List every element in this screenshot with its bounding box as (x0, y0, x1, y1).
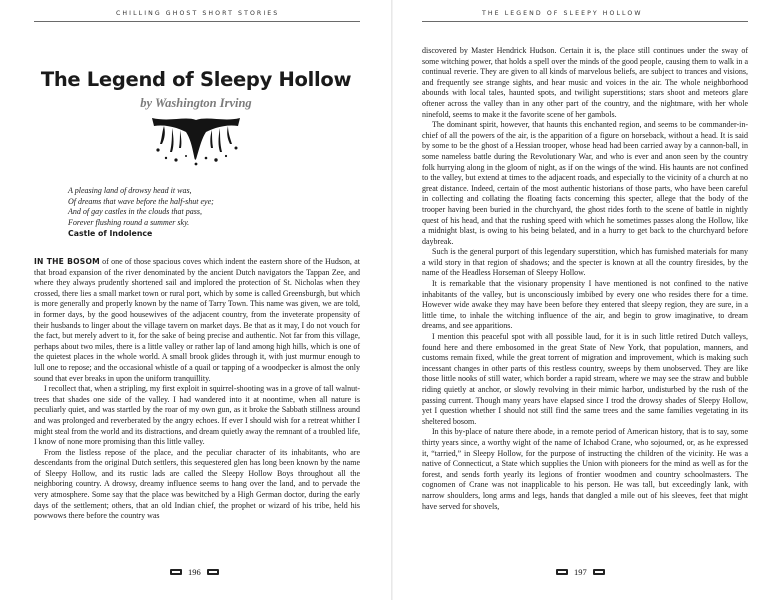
story-title: The Legend of Sleepy Hollow (40, 68, 352, 91)
author-byline: by Washington Irving (140, 96, 252, 110)
epigraph-line: A pleasing land of drowsy head it was, (68, 186, 192, 195)
running-head: CHILLING GHOST SHORT STORIES (116, 10, 280, 17)
paragraph: discovered by Master Hendrick Hudson. Certain it is, the place still continues under the sway of some witching power, that holds a spell over the minds of the good people, causing them to walk in a continual reverie. They are given to all kinds of marvelous beliefs, are subject to trances and visions, and frequently see strange sights, and hear music and voices in the air. The whole neighborhood abounds with local tales, haunted spots, and twilight superstitions; stars shoot and meteors glare oftener across the valley than in any other part of the country, and the nightmare, with her whole ninefold, seems to make it the favorite scene of her gambols. (422, 46, 748, 119)
paragraph: In this by-place of nature there abode, in a remote period of American history, that is to say, some thirty years since, a worthy wight of the name of Ichabod Crane, who sojourned, or, as he expressed it, “tarried,” in Sleepy Hollow, for the purpose of instructing the children of the vicinity. He was a native of Connecticut, a State which supplies the Union with pioneers for the mind as well as for the forest, and sends forth yearly its legions of frontier woodmen and country schoolmasters. The cognomen of Crane was not inapplicable to his person. He was tall, but exceedingly lank, with narrow shoulders, long arms and legs, hands that dangled a mile out of his sleeves, feet that might have served for shovels, (422, 427, 748, 511)
body-text (34, 257, 360, 522)
header-rule (34, 21, 360, 22)
page-number-text: 196 (188, 567, 201, 577)
paragraph: The dominant spirit, however, that haunts this enchanted region, and seems to be commander-in-chief of all the powers of the air, is the apparition of a figure on horseback, without a head. It is said by some to be the ghost of a Hessian trooper, whose head had been carried away by a cannon-ball, in some nameless battle during the Revolutionary War, and who is ever and anon seen by the country folk hurrying along in the gloom of night, as if on the wings of the wind. His haunts are not confined to the valley, but extend at times to the adjacent roads, and especially to the vicinity of a church at no great distance. Indeed, certain of the most authentic historians of those parts, who have been careful in collecting and collating the floating facts concerning this specter, allege that the body of the trooper having been buried in the churchyard, the ghost rides forth to the scene of battle in nightly quest of his head, and that the rushing speed with which he sometimes passes along the Hollow, like a midnight blast, is owing to his being belated, and in a hurry to get back to the churchyard before daybreak. (422, 120, 748, 246)
page-number (556, 567, 605, 577)
fleuron-icon (556, 569, 568, 575)
paragraph: It is remarkable that the visionary propensity I have mentioned is not confined to the native inhabitants of the valley, but is unconsciously imbibed by every one who resides there for a time. However wide awake they may have been before they entered that sleepy region, they are sure, in a little time, to inhale the witching influence of the air, and begin to grow imaginative, to dream dreams, and see apparitions. (422, 279, 748, 331)
paragraph: I mention this peaceful spot with all possible laud, for it is in such little retired Dutch valleys, found here and there embosomed in the great State of New York, that population, manners, and customs remain fixed, while the great torrent of migration and improvement, which is making such incessant changes in other parts of this restless country, sweeps by them unobserved. They are like those little nooks of still water, which border a rapid stream, where we may see the straw and bubble riding quietly at anchor, or slowly revolving in their mimic harbor, undisturbed by the rush of the passing current. Though many years have elapsed since I trod the drowsy shades of Sleepy Hollow, yet I question whether I should not still find the same trees and the same families vegetating in its sheltered bosom. (422, 332, 748, 426)
ink-splatter-ornament-icon (150, 112, 242, 168)
paragraph: I recollect that, when a stripling, my first exploit in squirrel-shooting was in a grove of tall walnut-trees that shades one side of the valley. I had wandered into it at noontime, when all nature is peculiarly quiet, and was startled by the roar of my own gun, as it broke the Sabbath stillness around and was prolonged and reverberated by the angry echoes. If ever I should wish for a retreat whither I might steal from the world and its distractions, and dream quietly away the remnant of a troubled life, I know of none more promising than this little valley. (34, 384, 360, 447)
epigraph-line: And of gay castles in the clouds that pass, (68, 207, 202, 217)
epigraph-line: Forever flushing round a summer sky. (68, 217, 190, 227)
paragraph-text: of one of those spacious coves which indent the eastern shore of the Hudson, at that broad expansion of the river denominated by the ancient Dutch navigators the Tappan Zee, and where they always prudently shortened sail and implored the protection of St. Nicholas when they crossed, there lies a small market town or rural port, which by some is called Greensburgh, but which is more generally and properly known by the name of Tarry Town. This name was given, we are told, in former days, by the good housewives of the adjacent country, from the inveterate propensity of their husbands to linger about the village tavern on market days. Be that as it may, I do not vouch for the fact, but merely advert to it, for the sake of being precise and authentic. Not far from this village, perhaps about two miles, there is a little valley or rather lap of land among high hills, which is one of the quietest places in the whole world. A small brook glides through it, with just murmur enough to lull one to repose; and the occasional whistle of a quail or tapping of a woodpecker is almost the only sound that ever breaks in upon the uniform tranquillity. (34, 257, 360, 383)
body-text (422, 46, 748, 512)
epigraph (68, 186, 328, 239)
page-number (170, 567, 219, 577)
header-rule (422, 21, 748, 22)
epigraph-line: Of dreams that wave before the half-shut eye; (68, 196, 214, 206)
lead-in: IN THE BOSOM (34, 257, 100, 266)
epigraph-source: Castle of Indolence (68, 228, 153, 238)
page-number-text: 197 (574, 567, 587, 577)
fleuron-icon (207, 569, 219, 575)
fleuron-icon (170, 569, 182, 575)
paragraph (34, 257, 360, 384)
running-head: THE LEGEND OF SLEEPY HOLLOW (482, 10, 643, 17)
paragraph: From the listless repose of the place, and the peculiar character of its inhabitants, who are descendants from the original Dutch settlers, this sequestered glen has long been known by the name of Sleepy Hollow, and its rustic lads are called the Sleepy Hollow Boys throughout all the neighboring country. A drowsy, dreamy influence seems to hang over the land, and to pervade the very atmosphere. Some say that the place was bewitched by a High German doctor, during the early days of the settlement; others, that an old Indian chief, the prophet or wizard of his tribe, held his powwows there before the country was (34, 447, 360, 521)
paragraph: Such is the general purport of this legendary superstition, which has furnished materials for many a wild story in that region of shadows; and the specter is known at all the country firesides, by the name of the Headless Horseman of Sleepy Hollow. (422, 247, 748, 278)
fleuron-icon (593, 569, 605, 575)
right-page (392, 0, 784, 600)
